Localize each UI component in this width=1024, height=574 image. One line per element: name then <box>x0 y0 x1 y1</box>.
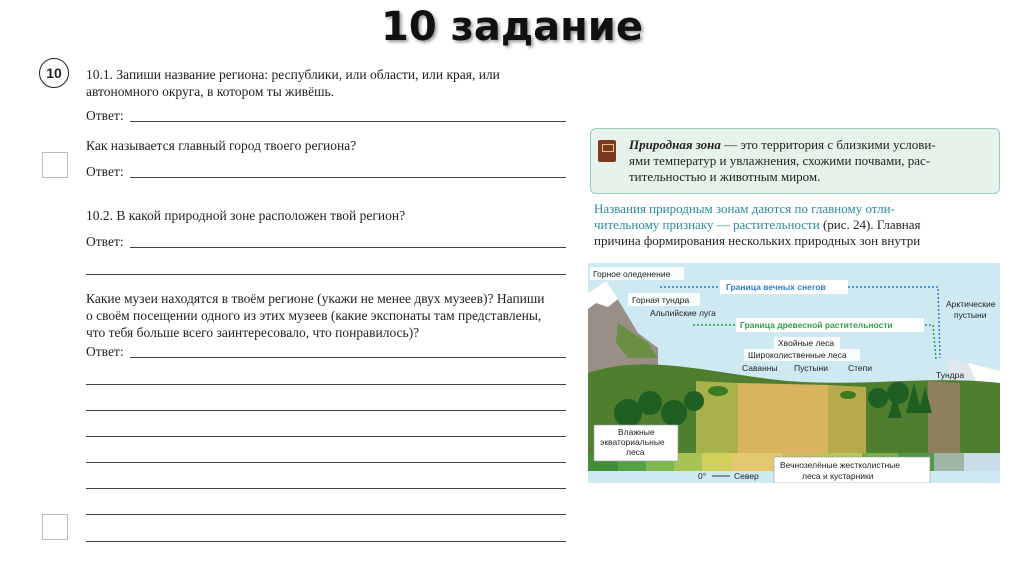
label-equatorial-1: Влажные <box>618 427 655 437</box>
book-icon <box>598 140 616 162</box>
task-number-badge: 10 <box>39 58 69 88</box>
label-alpine-meadows: Альпийские луга <box>650 308 716 318</box>
answer-line[interactable] <box>86 462 566 463</box>
label-equator: 0° <box>698 471 707 481</box>
desert-area <box>738 383 828 453</box>
question-10-2: 10.2. В какой природной зоне расположен твой регион? <box>86 208 406 223</box>
label-broadleaf: Широколиственные леса <box>748 350 847 360</box>
answer-line[interactable] <box>86 514 566 515</box>
answer-checkbox-1[interactable] <box>42 152 68 178</box>
answer-line[interactable] <box>86 274 566 275</box>
label-mountain-tundra: Горная тундра <box>632 295 690 305</box>
answer-label: Ответ: <box>86 344 124 359</box>
answer-line[interactable] <box>86 541 566 542</box>
answer-label: Ответ: <box>86 108 124 123</box>
label-tundra: Тундра <box>936 370 965 380</box>
label-mediterranean-2: леса и кустарники <box>802 471 874 481</box>
label-snow-line: Граница вечных снегов <box>726 282 826 292</box>
paragraph-line2 <box>594 217 920 233</box>
answer-line[interactable] <box>86 410 566 411</box>
paragraph-line3: причина формирования нескольких природных зон внутри <box>594 233 921 248</box>
paragraph-line1: Названия природным зонам даются по главному отли- <box>594 201 895 216</box>
question-10-1-line1: 10.1. Запиши название региона: республики, или области, или края, или <box>86 67 500 82</box>
question-main-city: Как называется главный город твоего региона? <box>86 138 357 153</box>
answer-line[interactable] <box>130 357 566 358</box>
paragraph-line2-highlight: чительному признаку — растительности <box>594 217 820 232</box>
label-savannas: Саванны <box>742 363 778 373</box>
page-title: 10 задание <box>381 4 643 50</box>
question-museums-line3: что тебя больше всего заинтересовало, что понравилось)? <box>86 325 420 340</box>
label-north: Север <box>734 471 759 481</box>
definition-text <box>629 137 936 185</box>
answer-line[interactable] <box>130 247 566 248</box>
label-mountain-glaciation: Горное оледенение <box>593 269 671 279</box>
answer-line[interactable] <box>130 121 566 122</box>
question-museums-line2: о своём посещении одного из этих музеев (какие экспонаты там представлены, <box>86 308 542 323</box>
definition-line3: тительностью и животным миром. <box>629 169 821 184</box>
answer-label: Ответ: <box>86 234 124 249</box>
question-museums-line1: Какие музеи находятся в твоём регионе (укажи не менее двух музеев)? Напиши <box>86 291 545 306</box>
label-arctic-deserts: Арктические <box>946 299 996 309</box>
label-deserts: Пустыни <box>794 363 828 373</box>
answer-line[interactable] <box>86 436 566 437</box>
definition-term: Природная зона <box>629 137 721 152</box>
label-arctic-deserts-2: пустыни <box>954 310 987 320</box>
answer-line[interactable] <box>130 177 566 178</box>
definition-box <box>590 128 1000 194</box>
label-tree-line: Граница древесной растительности <box>740 320 893 330</box>
label-coniferous: Хвойные леса <box>778 338 835 348</box>
answer-checkbox-2[interactable] <box>42 514 68 540</box>
label-equatorial-2: экваториальные <box>600 437 665 447</box>
definition-line1: — это территория с близкими услови- <box>720 137 936 152</box>
label-steppes: Степи <box>848 363 873 373</box>
label-equatorial-3: леса <box>626 447 645 457</box>
label-mediterranean-1: Вечнозелёные жестколистные <box>780 460 900 470</box>
tundra-area <box>928 381 960 453</box>
definition-line2: ями температур и увлажнения, схожими почвами, рас- <box>629 153 931 168</box>
answer-line[interactable] <box>86 384 566 385</box>
natural-zones-illustration <box>588 263 1000 483</box>
answer-line[interactable] <box>86 488 566 489</box>
answer-label: Ответ: <box>86 164 124 179</box>
paragraph-line2-rest: (рис. 24). Главная <box>819 217 921 232</box>
question-10-1-line2: автономного округа, в котором ты живёшь. <box>86 84 334 99</box>
